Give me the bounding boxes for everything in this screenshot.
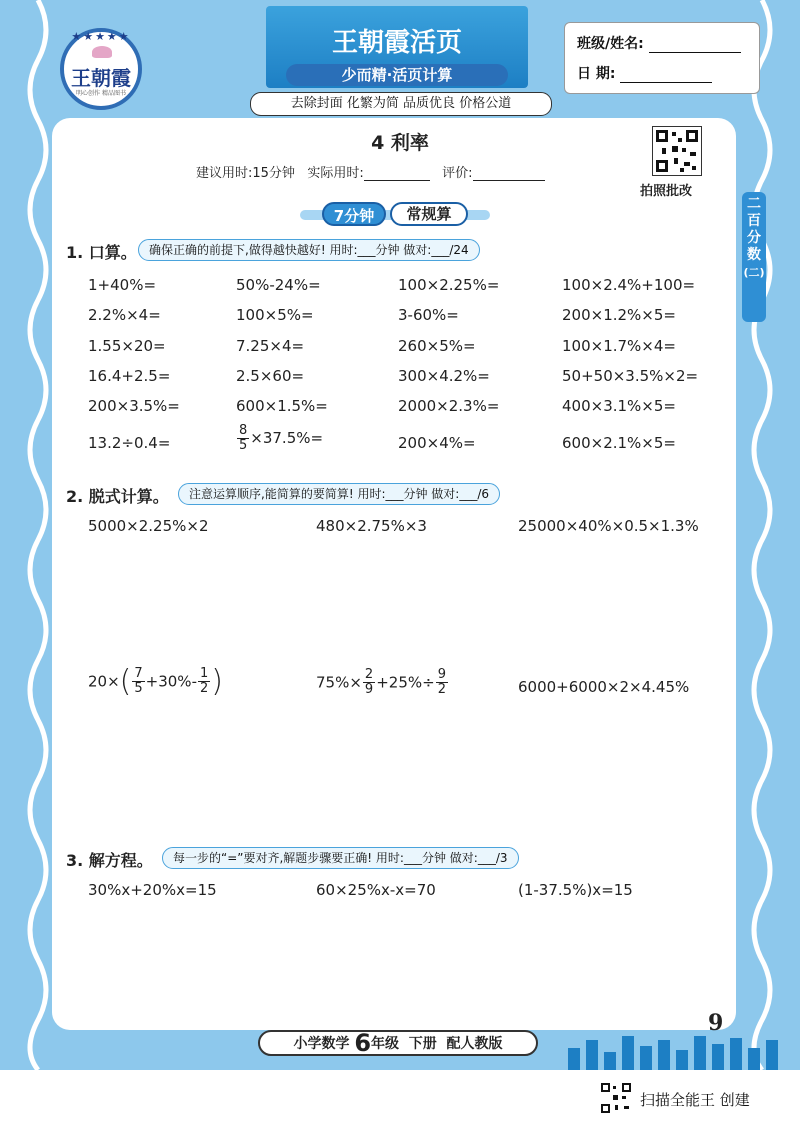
qr-code-icon[interactable] (652, 126, 702, 176)
question: 100×2.4%+100= (562, 276, 696, 294)
question: 2.2%×4= (88, 306, 161, 324)
actual-time-field[interactable] (364, 180, 430, 181)
eval-label: 评价: (442, 166, 473, 181)
question: 3-60%= (398, 306, 459, 324)
chapter-tab (742, 192, 766, 322)
eval-field[interactable] (473, 180, 545, 181)
question: 16.4+2.5= (88, 367, 171, 385)
question: 300×4.2%= (398, 367, 490, 385)
question: 200×1.2%×5= (562, 306, 676, 324)
tab-char: 数 (747, 247, 761, 263)
logo-text: 王朝霞 (71, 66, 131, 90)
section1-title: 1. 口算。 (66, 243, 137, 262)
time-row (196, 162, 545, 181)
footer-label (258, 1030, 538, 1056)
footer-grade-number: 6 (354, 1029, 372, 1057)
question: 13.2÷0.4= (88, 434, 171, 452)
brand-banner (266, 6, 528, 88)
publisher-logo (60, 28, 142, 110)
fraction: $\frac{8}{5}$ (239, 423, 248, 453)
class-name-field[interactable] (649, 52, 741, 53)
class-name-label: 班级/姓名: (577, 36, 644, 52)
question: 1+40%= (88, 276, 157, 294)
section3-title: 3. 解方程。 (66, 851, 153, 870)
question: 100×5%= (236, 306, 314, 324)
question: 60×25%x-x=70 (316, 881, 436, 899)
badge-name: 常规算 (390, 202, 468, 226)
tab-char: (二) (743, 266, 765, 279)
page-number: 9 (708, 1010, 724, 1036)
footer-subject: 小学数学 (293, 1036, 350, 1052)
question: 2.5×60= (236, 367, 305, 385)
section2-title: 2. 脱式计算。 (66, 487, 169, 506)
question: 200×3.5%= (88, 397, 180, 415)
question: 200×4%= (398, 434, 476, 452)
question: 100×1.7%×4= (562, 337, 676, 355)
tab-char: 分 (747, 230, 761, 246)
scanner-qr-icon (600, 1082, 632, 1114)
section-badge (300, 202, 490, 228)
question: 600×2.1%×5= (562, 434, 676, 452)
badge-time: 7分钟 (322, 202, 386, 226)
footer-grade: 年级 (371, 1036, 400, 1052)
question: 480×2.75%×3 (316, 517, 427, 535)
question: 100×2.25%= (398, 276, 500, 294)
actual-time-label: 实际用时: (307, 166, 364, 181)
page-title: 4 利率 (371, 132, 429, 154)
star-icon: ★★★★★ (71, 30, 131, 43)
brand-title: 王朝霞活页 (331, 28, 462, 58)
right-wave-border (742, 0, 782, 1070)
student-info-box (564, 22, 760, 94)
section2-hint: 注意运算顺序,能简算的要简算! 用时:___分钟 做对:___/6 (178, 483, 500, 505)
logo-subtext: 明心创作 精品图书 (76, 90, 126, 97)
footer-volume: 下册 (408, 1036, 437, 1052)
question-fraction: 20×( $\frac{7}{5}$ +30%- $\frac{1}{2}$ ) (88, 664, 223, 699)
question: 600×1.5%= (236, 397, 328, 415)
question-fraction: 75%× $\frac{2}{9}$ +25%÷ $\frac{9}{2}$ (316, 667, 446, 697)
slogan: 去除封面 化繁为简 品质优良 价格公道 (250, 92, 552, 116)
lotus-icon (92, 46, 112, 58)
question: (1-37.5%)x=15 (518, 881, 633, 899)
question: 50+50×3.5%×2= (562, 367, 699, 385)
question: 400×3.1%×5= (562, 397, 676, 415)
brand-subtitle: 少而精·活页计算 (286, 64, 508, 86)
question-fraction: $\frac{8}{5}$ ×37.5%= (239, 423, 324, 453)
suggested-time: 建议用时:15分钟 (196, 166, 295, 181)
question: 260×5%= (398, 337, 476, 355)
decorative-bars (568, 1030, 778, 1070)
date-field[interactable] (620, 82, 712, 83)
question: 6000+6000×2×4.45% (518, 678, 690, 696)
question: 5000×2.25%×2 (88, 517, 209, 535)
section1-hint: 确保正确的前提下,做得越快越好! 用时:___分钟 做对:___/24 (138, 239, 480, 261)
question: 25000×40%×0.5×1.3% (518, 517, 699, 535)
footer-edition: 配人教版 (446, 1036, 503, 1052)
tab-char: 百 (747, 213, 761, 229)
question: 7.25×4= (236, 337, 305, 355)
question: 1.55×20= (88, 337, 166, 355)
question: 50%-24%= (236, 276, 321, 294)
date-label: 日 期: (577, 66, 616, 82)
tab-char: 二 (747, 196, 761, 212)
qr-label: 拍照批改 (640, 184, 693, 199)
scanner-watermark: 扫描全能王 创建 (640, 1091, 750, 1109)
section3-hint: 每一步的“=”要对齐,解题步骤要正确! 用时:___分钟 做对:___/3 (162, 847, 519, 869)
question: 2000×2.3%= (398, 397, 500, 415)
question: 30%x+20%x=15 (88, 881, 217, 899)
